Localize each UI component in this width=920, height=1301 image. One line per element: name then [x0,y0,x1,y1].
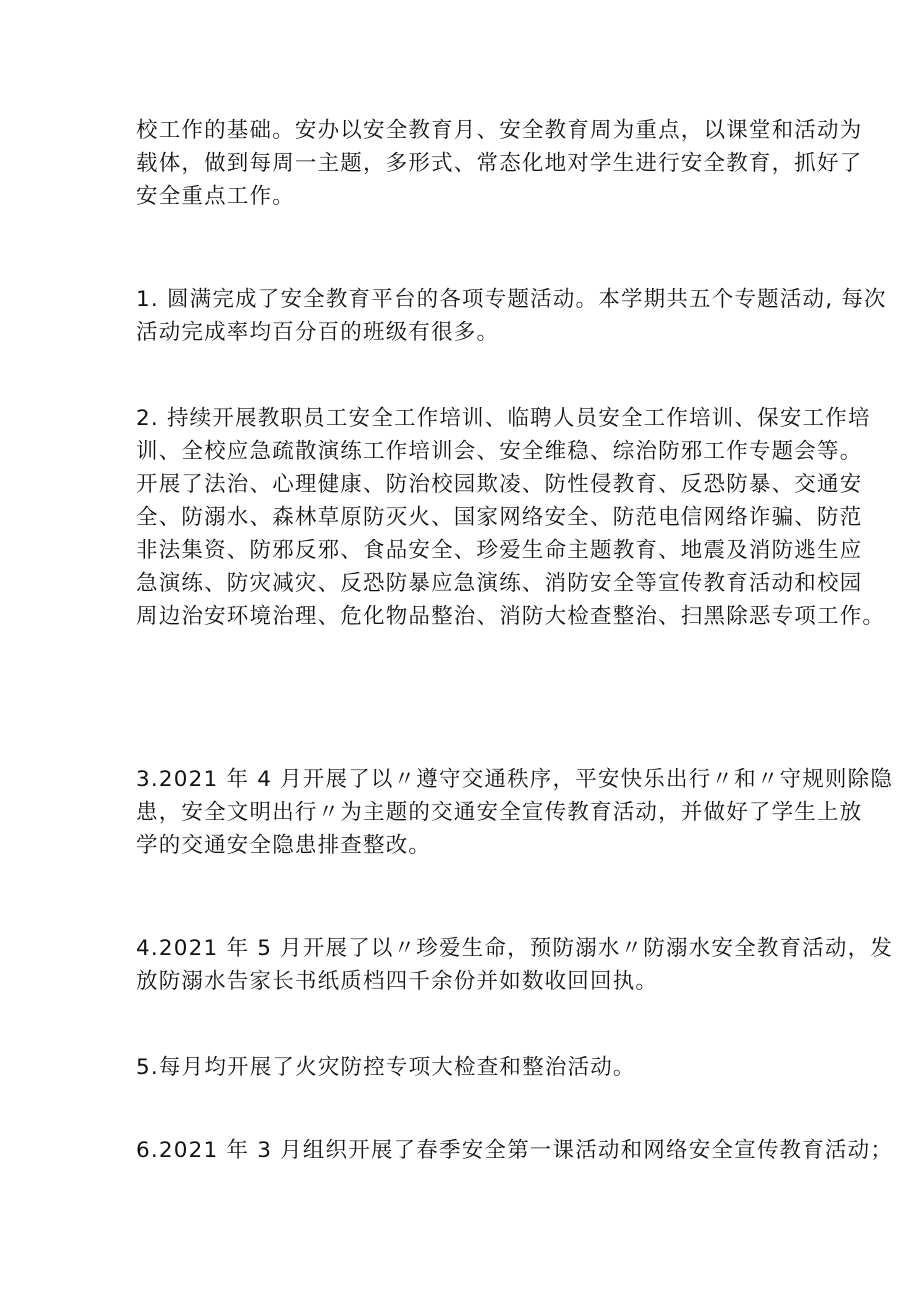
text-line: 4.2021 年 5 月开展了以〃珍爱生命，预防溺水〃防溺水安全教育活动，发 [136,936,894,961]
text-line: 急演练、防灾减灾、反恐防暴应急演练、消防安全等宣传教育活动和校园 [136,571,863,596]
paragraph-item-5 [136,1051,801,1084]
text-line: 2. 持续开展教职员工安全工作培训、临聘人员安全工作培训、保安工作培 [136,406,871,431]
text-line: 放防溺水告家长书纸质档四千余份并如数收回回执。 [136,969,659,994]
text-line: 3.2021 年 4 月开展了以〃遵守交通秩序，平安快乐出行〃和〃守规则除隐 [136,767,894,792]
text-line: 校工作的基础。安办以安全教育月、安全教育周为重点，以课堂和活动为 [136,118,863,143]
text-line: 训、全校应急疏散演练工作培训会、安全维稳、综治防邪工作专题会等。 [136,439,863,464]
text-line: 1. 圆满完成了安全教育平台的各项专题活动。本学期共五个专题活动, 每次 [136,287,887,312]
text-line: 安全重点工作。 [136,184,295,209]
text-line: 患，安全文明出行〃为主题的交通安全宣传教育活动，并做好了学生上放 [136,800,863,825]
text-line: 活动完成率均百分百的班级有很多。 [136,320,500,345]
paragraph-item-1 [136,283,887,349]
text-line: 开展了法治、心理健康、防治校园欺凌、防性侵教育、反恐防暴、交通安 [136,472,863,497]
paragraph-item-3 [136,763,894,862]
paragraph-item-6 [136,1134,894,1167]
text-line: 5.每月均开展了火灾防控专项大检查和整治活动。 [136,1055,636,1080]
paragraph-item-2 [136,402,886,633]
paragraph-safety-foundation [136,114,863,213]
paragraph-item-4 [136,932,894,998]
text-line: 周边治安环境治理、危化物品整治、消防大检查整治、扫黑除恶专项工作。 [136,604,886,629]
text-line: 6.2021 年 3 月组织开展了春季安全第一课活动和网络安全宣传教育活动； [136,1138,894,1163]
text-line: 载体，做到每周一主题，多形式、常态化地对学生进行安全教育，抓好了 [136,151,863,176]
text-line: 全、防溺水、森林草原防灭火、国家网络安全、防范电信网络诈骗、防范 [136,505,863,530]
text-line: 学的交通安全隐患排查整改。 [136,833,432,858]
text-line: 非法集资、防邪反邪、食品安全、珍爱生命主题教育、地震及消防逃生应 [136,538,863,563]
